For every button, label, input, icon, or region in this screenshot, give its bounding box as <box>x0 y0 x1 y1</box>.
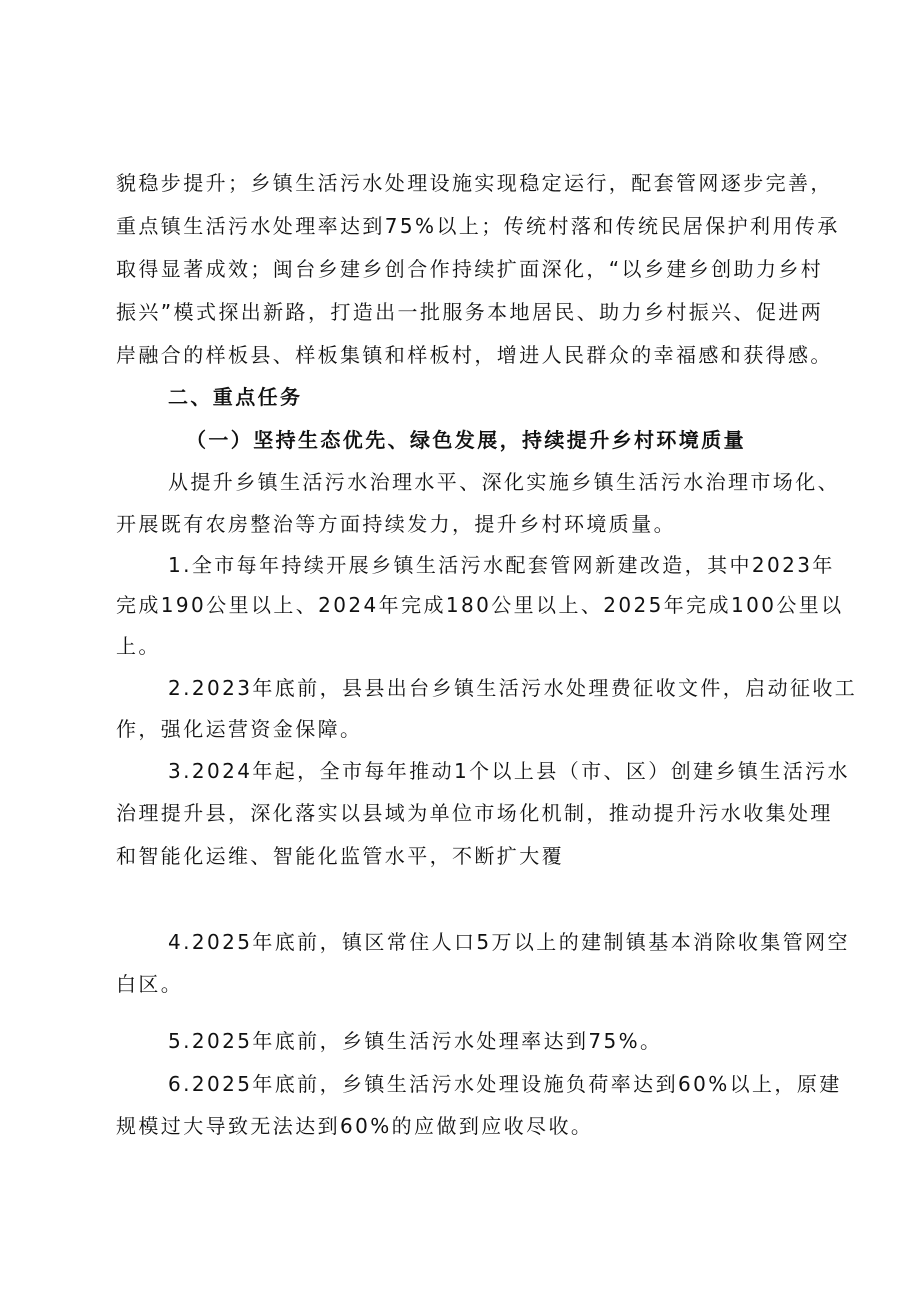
body-line: 貌稳步提升；乡镇生活污水处理设施实现稳定运行，配套管网逐步完善， <box>116 171 833 195</box>
section-heading: 二、重点任务 <box>168 385 303 409</box>
body-line: 取得显著成效；闽台乡建乡创合作持续扩面深化，“以乡建乡创助力乡村 <box>116 257 824 281</box>
subsection-heading: （一）坚持生态优先、绿色发展，持续提升乡村环境质量 <box>186 428 746 452</box>
item-6-line: 规模过大导致无法达到60%的应做到应收尽收。 <box>116 1114 594 1138</box>
item-1-line: 1.全市每年持续开展乡镇生活污水配套管网新建改造，其中2023年 <box>168 553 835 577</box>
body-line: 重点镇生活污水处理率达到75%以上；传统村落和传统民居保护利用传承 <box>116 214 840 238</box>
item-4-line: 4.2025年底前，镇区常住人口5万以上的建制镇基本消除收集管网空 <box>168 930 850 954</box>
item-5-line: 5.2025年底前，乡镇生活污水处理率达到75%。 <box>168 1029 663 1053</box>
body-line: 振兴”模式探出新路，打造出一批服务本地居民、助力乡村振兴、促进两 <box>116 300 824 324</box>
item-2-line: 作，强化运营资金保障。 <box>116 717 363 741</box>
item-2-line: 2.2023年底前，县县出台乡镇生活污水处理费征收文件，启动征收工 <box>168 676 858 700</box>
item-4-line: 白区。 <box>116 972 184 996</box>
item-3-line: 3.2024年起，全市每年推动1个以上县（市、区）创建乡镇生活污水 <box>168 759 850 783</box>
body-line: 岸融合的样板县、样板集镇和样板村，增进人民群众的幸福感和获得感。 <box>116 343 833 367</box>
item-3-line: 治理提升县，深化落实以县域为单位市场化机制，推动提升污水收集处理 <box>116 801 833 825</box>
item-3-line: 和智能化运维、智能化监管水平，不断扩大覆 <box>116 844 564 868</box>
intro-line: 从提升乡镇生活污水治理水平、深化实施乡镇生活污水治理市场化、 <box>168 470 840 494</box>
item-1-line: 上。 <box>116 634 161 658</box>
intro-line: 开展既有农房整治等方面持续发力，提升乡村环境质量。 <box>116 512 676 536</box>
item-6-line: 6.2025年底前，乡镇生活污水处理设施负荷率达到60%以上，原建 <box>168 1072 842 1096</box>
item-1-line: 完成190公里以上、2024年完成180公里以上、2025年完成100公里以 <box>116 593 844 617</box>
